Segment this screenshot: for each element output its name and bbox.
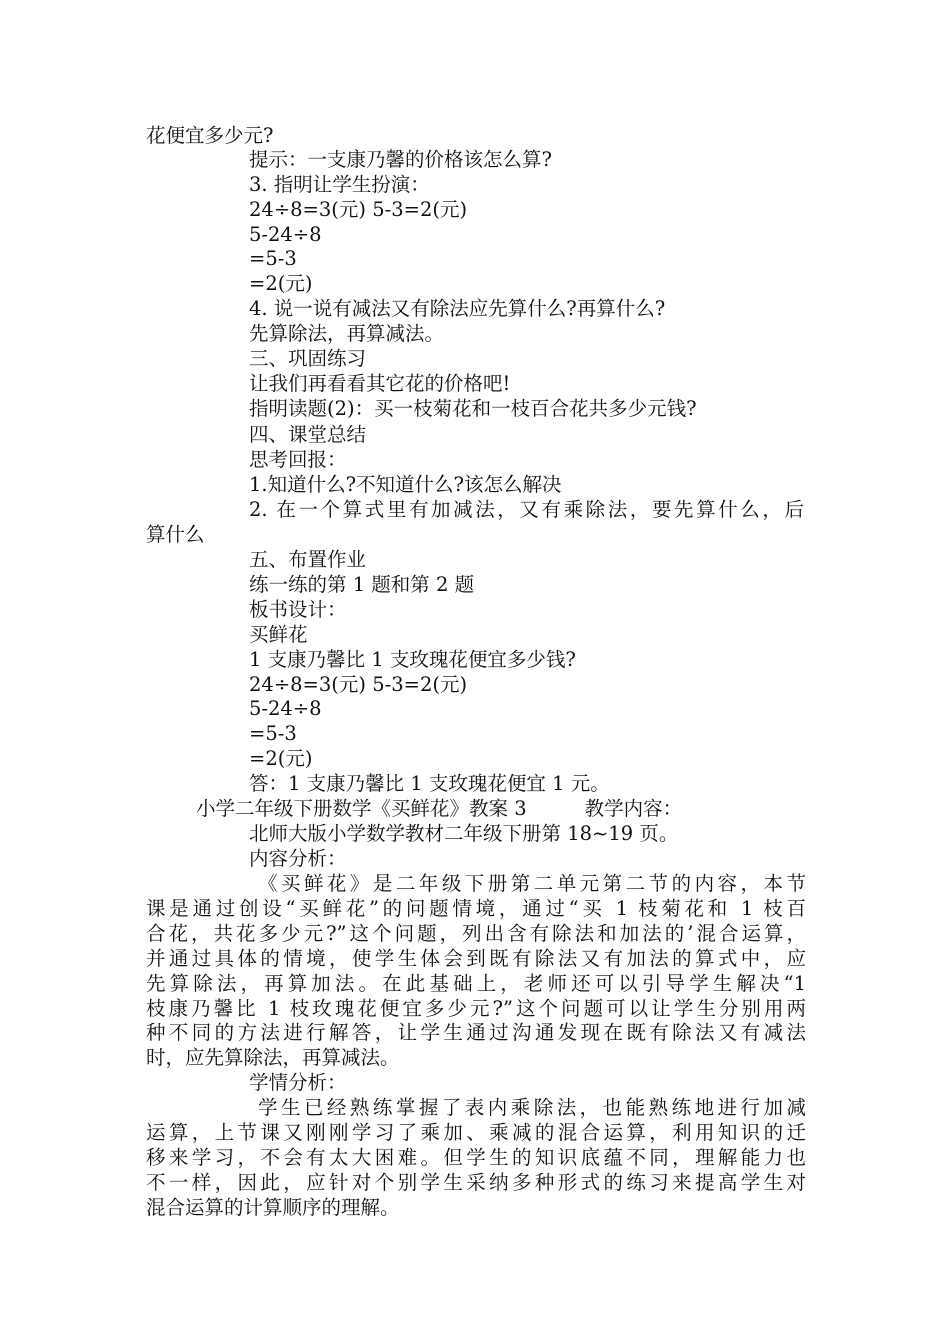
text-line: 24÷8=3(元) 5-3=2(元): [249, 673, 468, 696]
text-line: 混合运算的计算顺序的理解。: [146, 1196, 400, 1219]
text-line: 24÷8=3(元) 5-3=2(元): [249, 198, 468, 221]
text-line: 5-24÷8: [249, 697, 322, 720]
text-line: 1.知道什么?不知道什么?该怎么解决: [249, 473, 562, 496]
text-line: 算什么: [146, 523, 205, 546]
text-line: 5-24÷8: [249, 223, 322, 246]
text-line: 学生已经熟练掌握了表内乘除法，也能熟练地进行加减: [258, 1096, 806, 1119]
text-line: 1 支康乃馨比 1 支玫瑰花便宜多少钱?: [249, 648, 576, 671]
text-line: 让我们再看看其它花的价格吧!: [249, 372, 511, 395]
text-line: 不一样，因此，应针对个别学生采纳多种形式的练习来提高学生对: [146, 1171, 806, 1194]
text-line: =2(元): [249, 747, 313, 770]
section-heading: 五、布置作业: [249, 548, 367, 571]
text-line: 合花，共花多少元?”这个问题，列出含有除法和加法的’混合运算，: [146, 922, 806, 945]
lesson-title-line: [196, 797, 682, 821]
text-line: 2. 在一个算式里有加减法，又有乘除法，要先算什么，后: [249, 498, 804, 521]
text-line: 课是通过创设“买鲜花”的问题情境，通过“买 1 枝菊花和 1 枝百: [146, 897, 806, 920]
text-line: 提示：一支康乃馨的价格该怎么算?: [249, 148, 552, 171]
text-line: 花便宜多少元?: [146, 124, 274, 147]
text-line: 指明读题(2)：买一枝菊花和一枝百合花共多少元钱?: [249, 397, 697, 420]
lesson-title: 小学二年级下册数学《买鲜花》教案 3: [196, 797, 527, 820]
section-heading: 四、课堂总结: [249, 423, 367, 446]
text-line: 先算除法，再算减法。: [249, 322, 445, 345]
text-line: 移来学习，不会有太大困难。但学生的知识底蕴不同，理解能力也: [146, 1146, 806, 1169]
text-line: 3. 指明让学生扮演：: [249, 173, 430, 196]
text-line: 板书设计：: [249, 598, 347, 621]
section-heading: 三、巩固练习: [249, 347, 367, 370]
text-line: 《买鲜花》是二年级下册第二单元第二节的内容，本节: [258, 872, 806, 895]
text-line: =5-3: [249, 722, 297, 745]
text-line: 先算除法，再算加法。在此基础上，老师还可以引导学生解决“1: [146, 972, 806, 995]
text-line: 思考回报：: [249, 448, 347, 471]
subheading: 教学内容：: [584, 797, 683, 820]
text-line: 买鲜花: [249, 623, 308, 646]
text-line: 4. 说一说有减法又有除法应先算什么?再算什么?: [249, 297, 666, 320]
text-line: 并通过具体的情境，使学生体会到既有除法又有加法的算式中，应: [146, 947, 806, 970]
text-line: 练一练的第 1 题和第 2 题: [249, 573, 475, 596]
text-line: =2(元): [249, 272, 313, 295]
text-line: 时，应先算除法，再算减法。: [146, 1046, 400, 1069]
text-line: 北师大版小学数学教材二年级下册第 18~19 页。: [249, 822, 679, 845]
text-line: 种不同的方法进行解答，让学生通过沟通发现在既有除法又有减法: [146, 1021, 806, 1044]
text-line: 运算，上节课又刚刚学习了乘加、乘减的混合运算，利用知识的迁: [146, 1121, 806, 1144]
subheading: 内容分析：: [249, 847, 347, 870]
text-line: 答：1 支康乃馨比 1 支玫瑰花便宜 1 元。: [249, 772, 610, 795]
text-line: =5-3: [249, 247, 297, 270]
subheading: 学情分析：: [249, 1071, 347, 1094]
text-line: 枝康乃馨比 1 枝玫瑰花便宜多少元?”这个问题可以让学生分别用两: [146, 997, 806, 1020]
